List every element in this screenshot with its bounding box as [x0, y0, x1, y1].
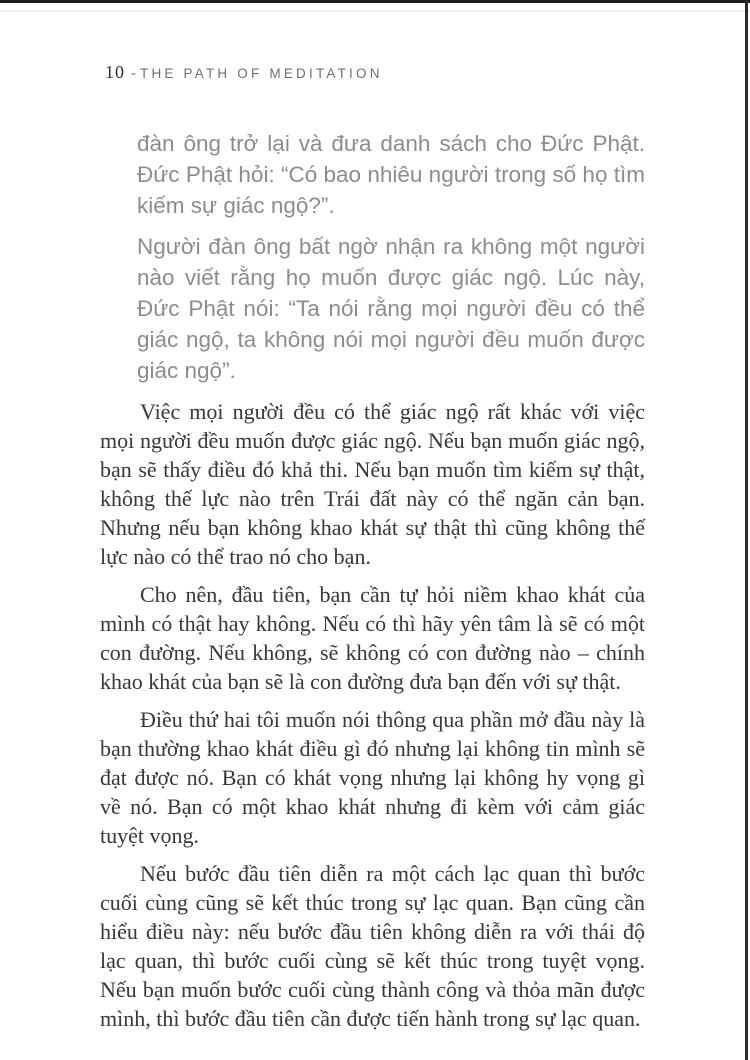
- running-title: THE PATH OF MEDITATION: [140, 66, 383, 81]
- body-text: [100, 397, 645, 1033]
- body-paragraph: Nếu bước đầu tiên diễn ra một cách lạc quan thì bước cuối cùng cũng sẽ kết thúc trong sự lạc quan. Bạn cũng cần hiểu điều này: nếu bước đầu tiên không diễn ra với thái độ lạc quan, thì bước cuối cùng sẽ kết thúc trong tuyệt vọng. Nếu bạn muốn bước cuối cùng thành công và thỏa mãn được mình, thì bước đầu tiên cần được tiến hành trong sự lạc quan.: [100, 861, 645, 1031]
- body-paragraph: Điều thứ hai tôi muốn nói thông qua phần mở đầu này là bạn thường khao khát điều gì đó nhưng lại không tin mình sẽ đạt được nó. Bạn có khát vọng nhưng lại không hy vọng gì về nó. Bạn có một khao khát nhưng đi kèm với cảm giác tuyệt vọng.: [100, 707, 645, 848]
- body-paragraph: Việc mọi người đều có thể giác ngộ rất khác với việc mọi người đều muốn được giác ngộ. Nếu bạn muốn giác ngộ, bạn sẽ thấy điều đó khả thi. Nếu bạn muốn tìm kiếm sự thật, không thế lực nào trên Trái đất này có thể ngăn cản bạn. Nhưng nếu bạn không khao khát sự thật thì cũng không thế lực nào có thể trao nó cho bạn.: [100, 399, 645, 569]
- quote-paragraph: đàn ông trở lại và đưa danh sách cho Đức Phật. Đức Phật hỏi: “Có bao nhiêu người trong số họ tìm kiếm sự giác ngộ?”.: [137, 131, 645, 218]
- quote-block: [137, 128, 645, 386]
- quote-paragraph: Người đàn ông bất ngờ nhận ra không một người nào viết rằng họ muốn được giác ngộ. Lúc này, Đức Phật nói: “Ta nói rằng mọi người đều có thể giác ngộ, ta không nói mọi người đều muốn được giác ngộ”.: [137, 234, 645, 383]
- header-separator: -: [131, 65, 136, 82]
- body-paragraph: Cho nên, đầu tiên, bạn cần tự hỏi niềm khao khát của mình có thật hay không. Nếu có thì hãy yên tâm là sẽ có một con đường. Nếu không, sẽ không có con đường nào – chính khao khát của bạn sẽ là con đường đưa bạn đến với sự thật.: [100, 582, 645, 694]
- page-scan-right-edge: [745, 0, 748, 1060]
- page-number: 10: [105, 62, 125, 82]
- text-column: [100, 0, 645, 1042]
